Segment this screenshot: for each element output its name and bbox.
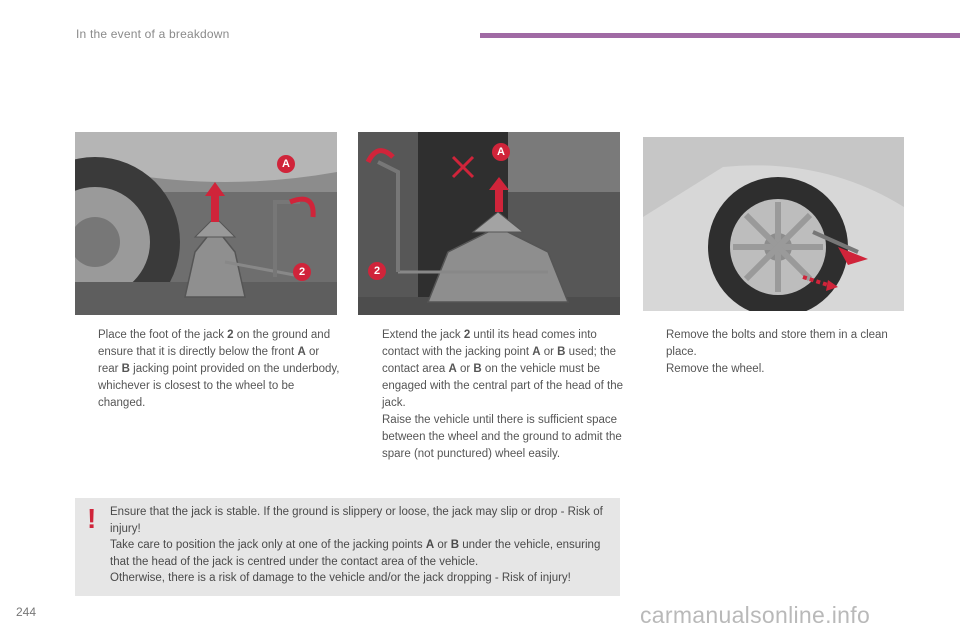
step-column-2 bbox=[362, 327, 624, 463]
step-bullet: Extend the jack 2 until its head comes into contact with the jacking point A or B used; the contact area A or B on the vehicle must be engaged with the central part of the head of the jack. bbox=[382, 329, 624, 409]
callout-2-photo2: 2 bbox=[368, 262, 386, 280]
warning-line-3: Otherwise, there is a risk of damage to the vehicle and/or the jack dropping - Risk of injury! bbox=[110, 572, 571, 584]
callout-a-photo1: A bbox=[277, 155, 295, 173]
callout-2-photo1: 2 bbox=[293, 263, 311, 281]
page-number: 244 bbox=[16, 605, 37, 619]
jack-extended-illustration bbox=[358, 132, 620, 315]
step-bullet: Place the foot of the jack 2 on the ground and ensure that it is directly below the front A or rear B jacking point provided on the underbody, whichever is closest to the wheel to be changed. bbox=[98, 329, 340, 409]
step-column-3 bbox=[646, 327, 908, 378]
section-title: In the event of a breakdown bbox=[76, 27, 230, 41]
warning-text bbox=[110, 504, 610, 587]
jack-placement-illustration bbox=[75, 132, 337, 315]
step-bullet: Raise the vehicle until there is sufficient space between the wheel and the ground to admit the spare (not punctured) wheel easily. bbox=[382, 414, 622, 460]
wheel-removal-illustration bbox=[643, 137, 904, 311]
step-bullet: Remove the bolts and store them in a clean place. bbox=[666, 329, 888, 358]
callout-a-photo2: A bbox=[492, 143, 510, 161]
watermark: carmanualsonline.info bbox=[640, 602, 871, 628]
warning-icon: ! bbox=[87, 503, 97, 534]
warning-line-2: Take care to position the jack only at one of the jacking points A or B under the vehicle, ensuring that the head of the jack is centred under the contact area of the vehicle. bbox=[110, 539, 601, 568]
step-column-1 bbox=[78, 327, 340, 412]
step-bullet: Remove the wheel. bbox=[666, 363, 765, 375]
warning-line-1: Ensure that the jack is stable. If the ground is slippery or loose, the jack may slip or drop - Risk of injury! bbox=[110, 506, 603, 535]
section-accent-bar bbox=[480, 33, 960, 38]
